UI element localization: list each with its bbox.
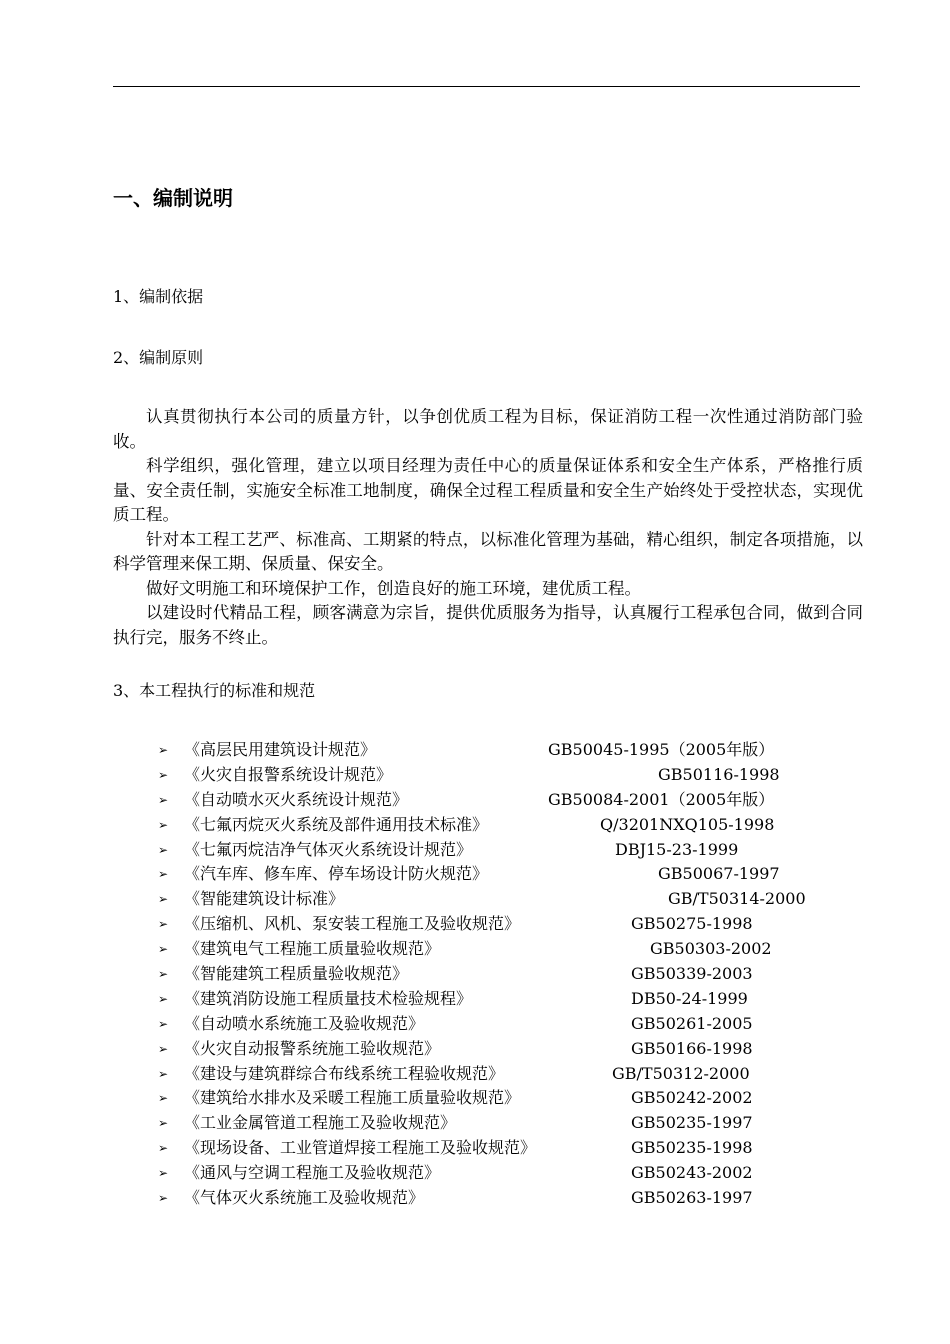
list-item (158, 1086, 858, 1111)
standard-code: GB/T50314-2000 (668, 889, 806, 909)
list-item (158, 1136, 858, 1161)
standard-name: 《通风与空调工程施工及验收规范》 (184, 1163, 441, 1183)
standard-name: 《现场设备、工业管道焊接工程施工及验收规范》 (184, 1138, 537, 1158)
arrow-bullet-icon: ➢ (158, 942, 169, 957)
arrow-bullet-icon: ➢ (158, 743, 169, 757)
header-rule (113, 86, 860, 87)
arrow-bullet-icon: ➢ (158, 991, 169, 1006)
list-item (158, 862, 858, 887)
standard-name: 《火灾自动报警系统施工验收规范》 (184, 1038, 441, 1058)
standard-code: GB50235-1998 (631, 1138, 753, 1158)
standard-code: GB50243-2002 (631, 1163, 753, 1183)
arrow-bullet-icon: ➢ (158, 792, 169, 807)
standard-code: Q/3201NXQ105-1998 (600, 814, 775, 834)
list-item (158, 738, 858, 763)
standard-code: GB50067-1997 (658, 864, 780, 884)
standard-code: GB50166-1998 (631, 1038, 753, 1058)
standard-code: GB50242-2002 (631, 1088, 753, 1108)
standard-name: 《高层民用建筑设计规范》 (184, 740, 377, 759)
standard-code: GB50275-1998 (631, 914, 753, 934)
arrow-bullet-icon: ➢ (158, 892, 169, 907)
standard-code: GB50263-1997 (631, 1188, 753, 1208)
subsection-basis: 1、编制依据 (113, 287, 204, 306)
standard-code: GB50084-2001（2005年版） (548, 789, 775, 809)
arrow-bullet-icon: ➢ (158, 1116, 169, 1131)
standard-name: 《自动喷水系统施工及验收规范》 (184, 1013, 425, 1033)
section-title: 一、编制说明 (113, 186, 233, 210)
list-item (158, 912, 858, 937)
list-item (158, 987, 858, 1012)
standard-name: 《智能建筑设计标准》 (184, 889, 345, 909)
subsection-standards: 3、本工程执行的标准和规范 (113, 681, 316, 700)
arrow-bullet-icon: ➢ (158, 1016, 169, 1031)
standard-name: 《七氟丙烷灭火系统及部件通用技术标准》 (184, 814, 489, 834)
standard-code: GB50303-2002 (650, 939, 772, 959)
standard-code: DBJ15-23-1999 (615, 839, 739, 859)
arrow-bullet-icon: ➢ (158, 1166, 169, 1181)
list-item (158, 937, 858, 962)
standard-name: 《火灾自报警系统设计规范》 (184, 764, 393, 784)
arrow-bullet-icon: ➢ (158, 1066, 169, 1081)
arrow-bullet-icon: ➢ (158, 1091, 169, 1106)
standard-name: 《智能建筑工程质量验收规范》 (184, 964, 409, 984)
paragraph: 以建设时代精品工程，顾客满意为宗旨，提供优质服务为指导，认真履行工程承包合同，做到合同执行完，服务不终止。 (113, 603, 863, 647)
arrow-bullet-icon: ➢ (158, 917, 169, 932)
list-item (158, 838, 858, 863)
standard-code: DB50-24-1999 (631, 988, 748, 1008)
standard-name: 《工业金属管道工程施工及验收规范》 (184, 1113, 457, 1133)
list-item (158, 1012, 858, 1037)
arrow-bullet-icon: ➢ (158, 967, 169, 982)
subsection-principles: 2、编制原则 (113, 348, 204, 367)
arrow-bullet-icon: ➢ (158, 1041, 169, 1056)
arrow-bullet-icon: ➢ (158, 1191, 169, 1206)
list-item (158, 1037, 858, 1062)
standard-code: GB50339-2003 (631, 964, 753, 984)
list-item (158, 1161, 858, 1186)
standard-code: GB50261-2005 (631, 1013, 753, 1033)
standard-name: 《自动喷水灭火系统设计规范》 (184, 789, 409, 809)
arrow-bullet-icon: ➢ (158, 767, 169, 782)
arrow-bullet-icon: ➢ (158, 842, 169, 857)
paragraph: 科学组织，强化管理，建立以项目经理为责任中心的质量保证体系和安全生产体系，严格推行质量、安全责任制，实施安全标准工地制度，确保全过程工程质量和安全生产始终处于受控状态，实现优质工程。 (113, 456, 863, 524)
standard-code: GB50116-1998 (658, 764, 780, 784)
list-item (158, 813, 858, 838)
list-item (158, 1186, 858, 1211)
arrow-bullet-icon: ➢ (158, 817, 169, 832)
standard-name: 《建筑消防设施工程质量技术检验规程》 (184, 988, 473, 1008)
list-item (158, 962, 858, 987)
standard-code: GB/T50312-2000 (612, 1063, 750, 1083)
standards-list (158, 738, 858, 1211)
paragraph: 做好文明施工和环境保护工作，创造良好的施工环境，建优质工程。 (146, 578, 641, 598)
list-item (158, 1111, 858, 1136)
standard-code: GB50235-1997 (631, 1113, 753, 1133)
paragraph: 认真贯彻执行本公司的质量方针，以争创优质工程为目标，保证消防工程一次性通过消防部门验收。 (113, 407, 863, 451)
arrow-bullet-icon: ➢ (158, 1141, 169, 1156)
list-item (158, 763, 858, 788)
standard-name: 《压缩机、风机、泵安装工程施工及验收规范》 (184, 914, 521, 934)
standard-code: GB50045-1995（2005年版） (548, 740, 775, 759)
standard-name: 《气体灭火系统施工及验收规范》 (184, 1188, 425, 1208)
arrow-bullet-icon: ➢ (158, 867, 169, 882)
list-item (158, 887, 858, 912)
principles-body (113, 405, 863, 650)
standard-name: 《建设与建筑群综合布线系统工程验收规范》 (184, 1063, 505, 1083)
standard-name: 《建筑电气工程施工质量验收规范》 (184, 939, 441, 959)
standard-name: 《建筑给水排水及采暖工程施工质量验收规范》 (184, 1088, 521, 1108)
paragraph: 针对本工程工艺严、标准高、工期紧的特点，以标准化管理为基础，精心组织，制定各项措施，以科学管理来保工期、保质量、保安全。 (113, 529, 863, 573)
standard-name: 《汽车库、修车库、停车场设计防火规范》 (184, 864, 489, 884)
list-item (158, 1062, 858, 1087)
standard-name: 《七氟丙烷洁净气体灭火系统设计规范》 (184, 839, 473, 859)
list-item (158, 788, 858, 813)
